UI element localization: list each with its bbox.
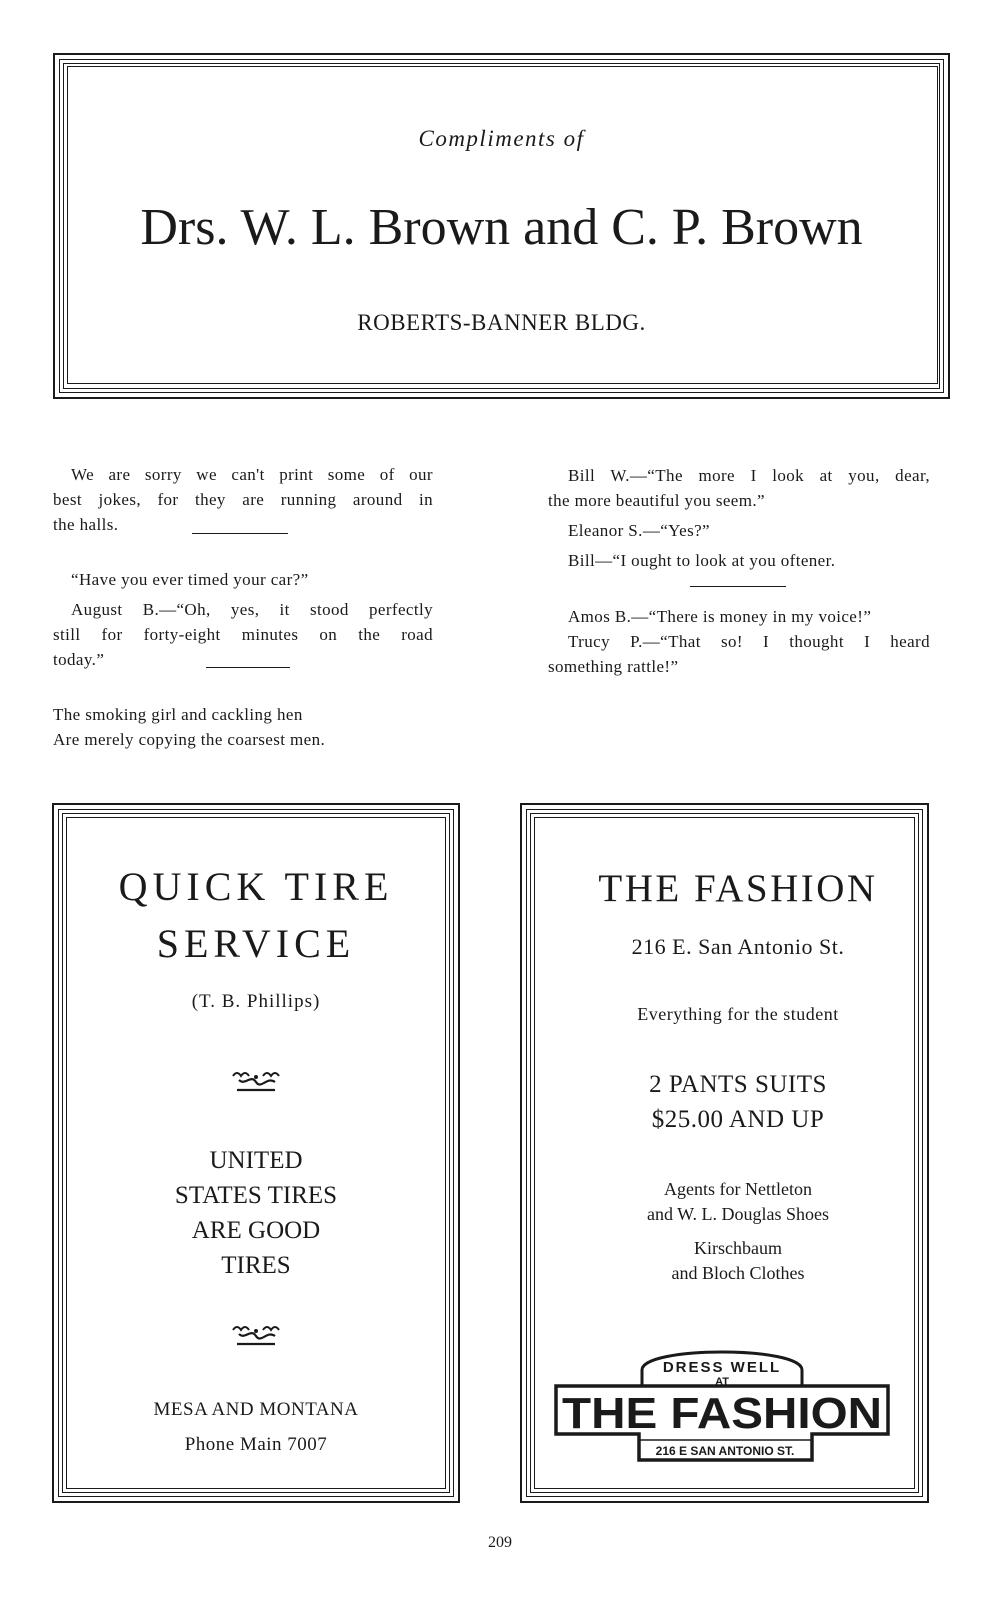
joke-right-1: [548, 463, 930, 573]
joke-line: Eleanor S.—“Yes?”: [568, 521, 710, 540]
fashion-ad-offer-line1: 2 PANTS SUITS: [649, 1071, 827, 1098]
tire-ad-slogan: [52, 1143, 460, 1283]
joke-line: “Have you ever timed your car?”: [71, 570, 309, 589]
fashion-ad-address: 216 E. San Antonio St.: [631, 934, 845, 959]
fashion-ad-tagline: Everything for the student: [637, 1004, 839, 1024]
joke-divider: [206, 667, 290, 668]
joke-divider: [192, 533, 288, 534]
fashion-ad-agents: [520, 1177, 956, 1227]
clothes-line: Kirschbaum: [694, 1238, 782, 1258]
joke-line: The smoking girl and cackling hen: [53, 705, 303, 724]
joke-line: Amos B.—“There is money in my voice!”: [568, 607, 872, 626]
tire-ad-phone: Phone Main 7007: [184, 1434, 328, 1455]
joke-line: best jokes, for they are running around in: [53, 490, 433, 509]
joke-line: Trucy P.—“That so! I thought I heard: [568, 632, 930, 651]
joke-line: We are sorry we can't print some of our: [71, 465, 433, 484]
joke-line: the more beautiful you seem.”: [548, 491, 765, 510]
joke-left-1: [53, 462, 433, 537]
tire-ad-address: MESA AND MONTANA: [153, 1399, 359, 1420]
clothes-line: and Bloch Clothes: [671, 1263, 805, 1283]
logo-arc-text: DRESS WELL: [662, 1359, 782, 1376]
tire-ad-title-line2: SERVICE: [156, 921, 356, 966]
tire-ad-title-line1: QUICK TIRE: [118, 864, 394, 909]
joke-divider: [690, 586, 786, 587]
joke-right-2: [548, 604, 930, 679]
logo-name-text: THE FASHION: [562, 1389, 882, 1438]
fashion-ad-title: THE FASHION: [598, 867, 878, 910]
logo-at-text: AT: [715, 1376, 729, 1388]
top-ad-name: Drs. W. L. Brown and C. P. Brown: [140, 199, 863, 256]
fashion-logo: [549, 1336, 895, 1466]
joke-line: the halls.: [53, 515, 119, 534]
agents-line: Agents for Nettleton: [664, 1179, 812, 1199]
joke-line: something rattle!”: [548, 657, 679, 676]
logo-address-text: 216 E SAN ANTONIO ST.: [655, 1444, 795, 1458]
jokes-right-column: [548, 463, 930, 679]
page-number: 209: [488, 1534, 512, 1551]
ornament-icon: [229, 1068, 283, 1094]
joke-left-3: [53, 702, 433, 752]
agents-line: and W. L. Douglas Shoes: [647, 1204, 829, 1224]
slogan-line: ARE GOOD: [191, 1217, 321, 1244]
joke-line: still for forty-eight minutes on the road: [53, 625, 433, 644]
top-ad-intro: Compliments of: [418, 126, 585, 151]
ornament-icon: [229, 1322, 283, 1348]
slogan-line: STATES TIRES: [174, 1182, 338, 1209]
fashion-ad-clothes: [520, 1236, 956, 1286]
joke-line: Are merely copying the coarsest men.: [53, 730, 326, 749]
joke-line: Bill—“I ought to look at you oftener.: [568, 551, 836, 570]
top-ad-address: ROBERTS-BANNER BLDG.: [357, 310, 646, 335]
joke-line: today.”: [53, 650, 105, 669]
slogan-line: UNITED: [209, 1147, 303, 1174]
tire-ad-owner: (T. B. Phillips): [191, 991, 321, 1012]
joke-line: Bill W.—“The more I look at you, dear,: [568, 466, 930, 485]
joke-left-2: [53, 567, 433, 672]
jokes-left-column: [53, 462, 433, 752]
joke-line: August B.—“Oh, yes, it stood perfectly: [71, 600, 433, 619]
fashion-ad-offer-line2: $25.00 AND UP: [651, 1106, 825, 1133]
slogan-line: TIRES: [221, 1252, 291, 1279]
